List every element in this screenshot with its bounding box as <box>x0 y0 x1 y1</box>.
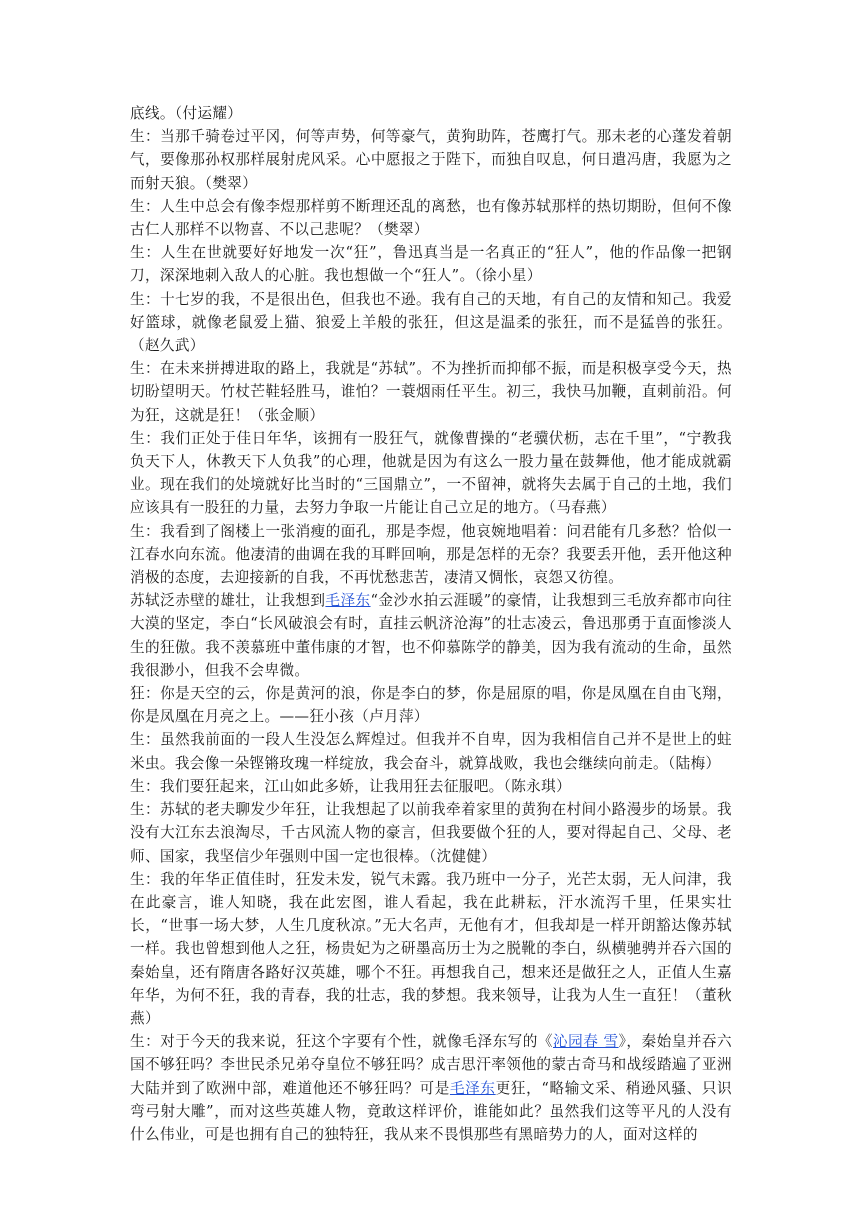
text-run: 生：我们正处于佳日年华，该拥有一股狂气，就像曹操的“老骥伏枥，志在千里”，“宁教我负天下人，休教天下人负我”的心理，他就是因为有这么一股力量在鼓舞他，他才能成就霸业。现在我们的处境就好比当时的“三国鼎立”，一不留神，就将失去属于自己的土地，我们应该具有一股狂的力量，去努力争取一片能让自己立足的地方。（马春燕） <box>130 429 732 517</box>
text-run: 狂：你是天空的云，你是黄河的浪，你是李白的梦，你是屈原的唱，你是凤凰在自由飞翔，你是凤凰在月亮之上。——狂小孩（卢月萍） <box>130 685 732 726</box>
text-run: 苏轼泛赤壁的雄壮，让我想到 <box>130 592 326 610</box>
text-run: 更狂，“略输文采、稍逊风骚、只识弯弓射大雕”，而对这些英雄人物，竟敢这样评价，谁能如此？虽然我们这等平凡的人没有什么伟业，可是也拥有自己的独特狂，我从来不畏惧那些有黑暗势力的人，面对这样的 <box>130 1079 732 1143</box>
paragraph-4 <box>130 241 732 287</box>
text-run: 生：虽然我前面的一段人生没怎么辉煌过。但我并不自卑，因为我相信自己并不是世上的蛀米虫。我会像一朵铿锵玫瑰一样绽放，我会奋斗，就算战败，我也会继续向前走。（陆梅） <box>130 731 732 772</box>
paragraph-1 <box>130 102 732 125</box>
paragraph-15 <box>130 1030 732 1146</box>
paragraph-13 <box>130 798 732 868</box>
link-mao-zedong-2[interactable]: 毛泽东 <box>449 1079 496 1097</box>
paragraph-12 <box>130 775 732 798</box>
text-run: 生：当那千骑卷过平冈，何等声势，何等豪气，黄狗助阵，苍鹰打气。那未老的心蓬发着朝气，要像那孙权那样展射虎风采。心中愿报之于陛下，而独自叹息，何日遣冯唐，我愿为之而射天狼。（樊翠） <box>130 128 732 192</box>
paragraph-11 <box>130 728 732 774</box>
text-run: 》，秦始皇并吞六国不够狂吗？李世民杀兄弟夺皇位不够狂吗？成吉思汗率领他的蒙古奇马和战绥踏遍了亚洲大陆并到了欧洲中部，难道他还不够狂吗？可是 <box>130 1033 732 1097</box>
paragraph-3 <box>130 195 732 241</box>
text-run: 生：苏轼的老夫聊发少年狂，让我想起了以前我牵着家里的黄狗在村间小路漫步的场景。我没有大江东去浪淘尽，千古风流人物的豪言，但我要做个狂的人，要对得起自己、父母、老师、国家，我坚信少年强则中国一定也很棒。（沈健健） <box>130 801 732 865</box>
paragraph-6 <box>130 357 732 427</box>
text-run: 生：人生在世就要好好地发一次“狂”，鲁迅真当是一名真正的“狂人”，他的作品像一把钢刀，深深地刺入敌人的心脏。我也想做一个“狂人”。（徐小星） <box>130 244 732 285</box>
link-qinyuanchun-xue[interactable]: 沁园春 雪 <box>553 1033 619 1051</box>
text-run: 生：我看到了阁楼上一张消瘦的面孔，那是李煜，他哀婉地唱着：问君能有几多愁？恰似一江春水向东流。他凄清的曲调在我的耳畔回响，那是怎样的无奈？我要丢开他，丢开他这种消极的态度，去迎接新的自我，不再忧愁悲苦，凄清又惆怅，哀怨又彷徨。 <box>130 522 732 587</box>
paragraph-7 <box>130 427 732 520</box>
text-run: 生：我们要狂起来，江山如此多娇，让我用狂去征服吧。（陈永琪） <box>130 777 572 795</box>
paragraph-8 <box>130 520 732 590</box>
paragraph-9 <box>130 589 732 682</box>
text-run: 生：人生中总会有像李煜那样剪不断理还乱的离愁，也有像苏轼那样的热切期盼，但何不像古仁人那样不以物喜、不以己悲呢？（樊翠） <box>130 197 732 239</box>
link-mao-zedong[interactable]: 毛泽东 <box>325 592 371 610</box>
paragraph-14 <box>130 868 732 1030</box>
document-body <box>130 102 732 1146</box>
text-run: 生：我的年华正值佳时，狂发未发，锐气未露。我乃班中一分子，光芒太弱，无人问津，我在此豪言，谁人知晓，我在此宏图，谁人看起，我在此耕耘，汗水流泻千里，任果实壮长，“世事一场大梦，人生几度秋凉。”无大名声，无他有才，但我却是一样开朗豁达像苏轼一样。我也曾想到他人之狂，杨贵妃为之研墨高历士为之脱靴的李白，纵横驰骋并吞六国的秦始皇，还有隋唐各路好汉英雄，哪个不狂。再想我自己，想来还是做狂之人，正值人生嘉年华，为何不狂，我的青春，我的壮志，我的梦想。我来领导，让我为人生一直狂！（董秋燕） <box>130 870 732 1027</box>
paragraph-10 <box>130 682 732 728</box>
paragraph-5 <box>130 288 732 358</box>
text-run: 生：对于今天的我来说，狂这个字要有个性，就像毛泽东写的《 <box>130 1033 553 1051</box>
text-run: “金沙水拍云涯暖”的豪情，让我想到三毛放弃都市向往大漠的坚定，李白“长风破浪会有时，直挂云帆济沧海”的壮志凌云，鲁迅那勇于直面惨淡人生的狂傲。我不羡慕班中董伟康的才智，也不仰慕陈学的静美，因为我有流动的生命，虽然我很渺小，但我不会卑微。 <box>130 592 732 679</box>
text-run: 底线。（付运耀） <box>130 105 243 122</box>
paragraph-2 <box>130 125 732 195</box>
text-run: 生：在未来拼搏进取的路上，我就是“苏轼”。不为挫折而抑郁不振，而是积极享受今天，热切盼望明天。竹杖芒鞋轻胜马，谁怕？一蓑烟雨任平生。初三，我快马加鞭，直刺前沿。何为狂，这就是狂！（张金顺） <box>130 360 732 424</box>
text-run: 生：十七岁的我，不是很出色，但我也不逊。我有自己的天地，有自己的友情和知己。我爱好篮球，就像老鼠爱上猫、狼爱上羊般的张狂，但这是温柔的张狂，而不是猛兽的张狂。（赵久武） <box>130 290 732 355</box>
